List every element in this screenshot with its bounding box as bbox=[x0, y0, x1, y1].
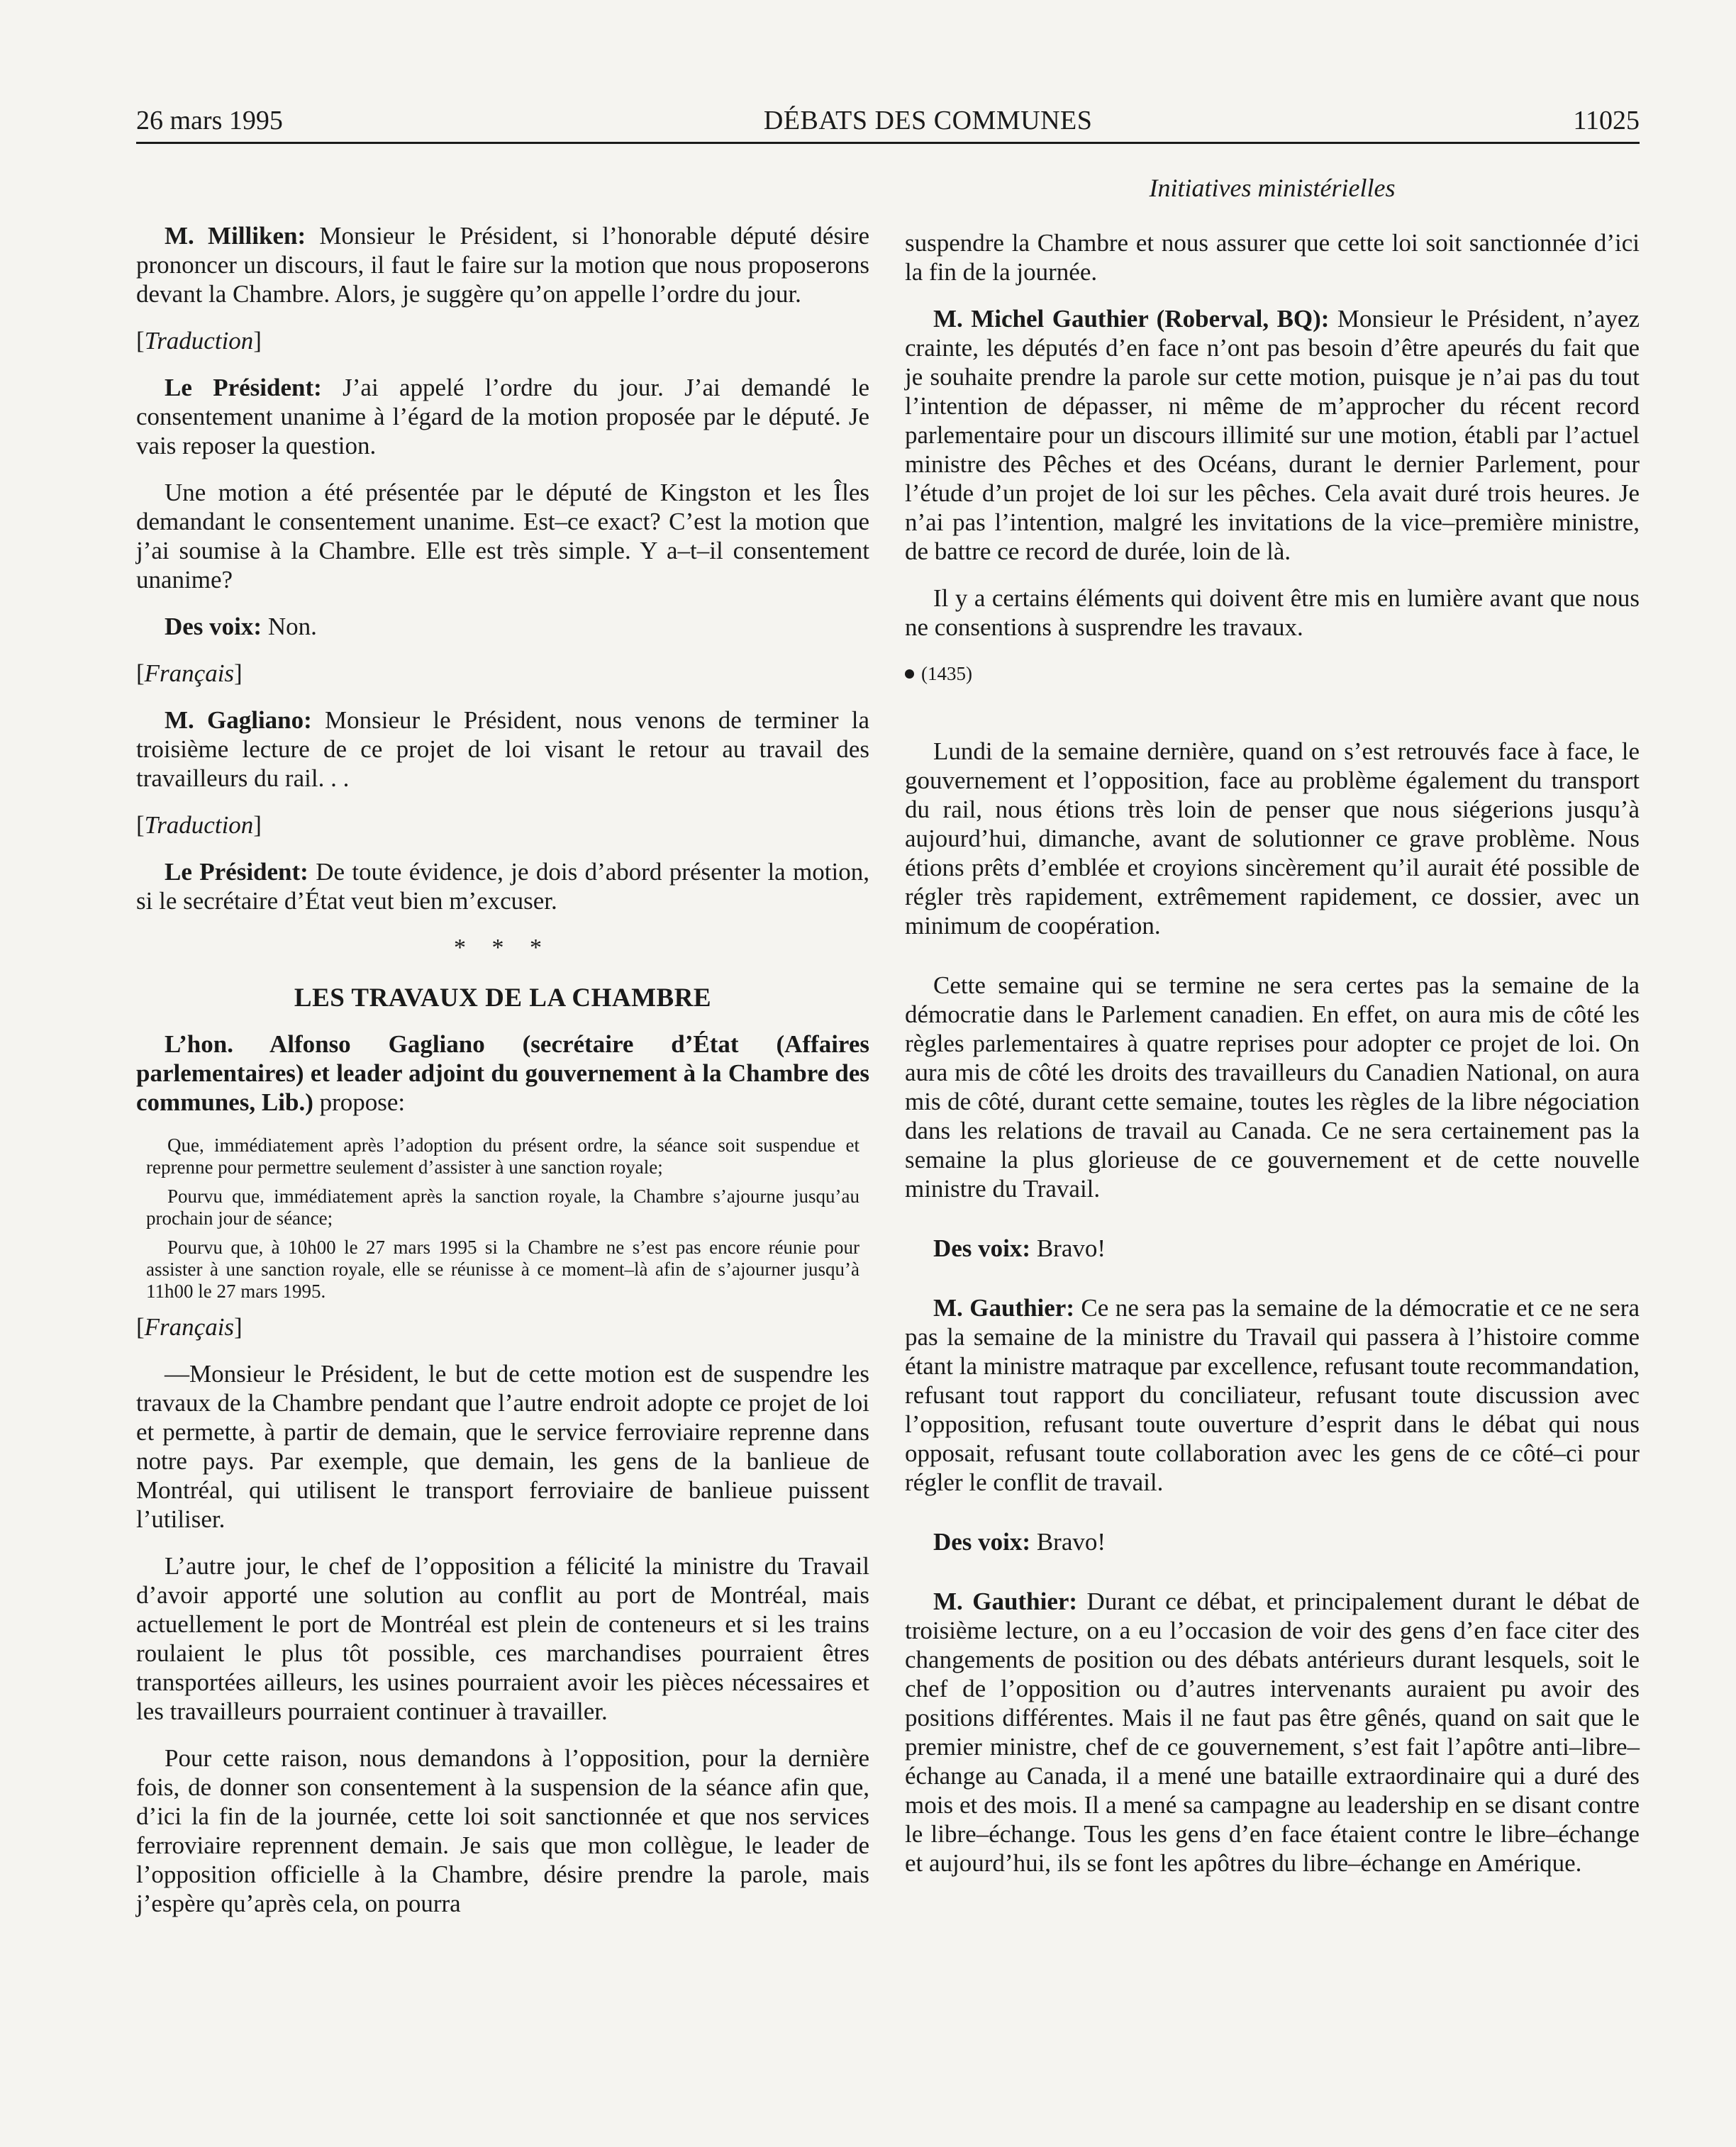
paragraph: L’autre jour, le chef de l’opposition a félicité la ministre du Travail d’avoir apporté une solution au conflit au port de Montréal, mais actuellement le port de Montréal est plein de conteneurs et si les trains roulaient le plus tôt possible, ces marchandises pourraient êtres transportées ailleurs, les usines pourraient avoir les pièces nécessaires et les travailleurs pourraient continuer à travailler. bbox=[136, 1552, 869, 1725]
language-note: [Français] bbox=[136, 1313, 243, 1341]
paragraph bbox=[136, 373, 869, 460]
paragraph: Lundi de la semaine dernière, quand on s’est retrouvés face à face, le gouvernement et l’opposition, face au problème également du transport du rail, nous étions très loin de penser que nous siégerions jusqu’à aujourd’hui, dimanche, avant de solutionner ce grave problème. Nous étions prêts d’emblée et croyions sincèrement qu’il aurait été possible de régler très rapidement, extrêmement rapidement, ce dossier, avec un minimum de coopération. bbox=[905, 737, 1640, 939]
motion-clause: Pourvu que, immédiatement après la sanction royale, la Chambre s’ajourne jusqu’au prochain jour de séance; bbox=[146, 1186, 859, 1229]
motion-clause: Que, immédiatement après l’adoption du présent ordre, la séance soit suspendue et reprenne pour permettre seulement d’assister à une sanction royale; bbox=[146, 1134, 859, 1178]
time-marker-text: (1435) bbox=[921, 663, 972, 684]
speaker-name: M. Milliken: bbox=[165, 222, 306, 250]
language-note-text: Traduction bbox=[144, 811, 254, 839]
language-note: [Traduction] bbox=[136, 811, 262, 839]
paragraph: Cette semaine qui se termine ne sera certes pas la semaine de la démocratie dans le Parlement canadien. En effet, on aura mis de côté les règles parlementaires à quatre reprises pour adopter ce projet de loi. On aura mis de côté les droits des travailleurs du Canadien National, on aura mis de côté, durant cette semaine, toutes les règles de la libre négociation dans les relations de travail au Canada. Ce ne sera certainement pas la semaine la plus glorieuse de ce gouvernement et de cette nouvelle ministre du Travail. bbox=[905, 971, 1640, 1203]
language-note-text: Français bbox=[144, 1313, 235, 1341]
right-column bbox=[905, 228, 1640, 1895]
time-marker bbox=[905, 659, 1640, 688]
paragraph bbox=[136, 1030, 869, 1117]
paragraph-text: Non. bbox=[262, 613, 317, 640]
paragraph bbox=[905, 304, 1640, 566]
spacer bbox=[905, 1221, 1640, 1234]
paragraph: —Monsieur le Président, le but de cette motion est de suspendre les travaux de la Chambre pendant que l’autre endroit adopte ce projet de loi et permette, à partir de demain, que le service ferroviaire reprenne dans notre pays. Par exemple, que demain, les gens de la banlieue de Montréal, qui utilisent le transport ferroviaire de banlieue puissent l’utiliser. bbox=[136, 1360, 869, 1533]
speaker-name: L’hon. Alfonso Gagliano (secrétaire d’État (Affaires parlementaires) et leader adjoint du gouvernement à la Chambre des communes, Lib.) bbox=[136, 1030, 869, 1116]
paragraph bbox=[136, 706, 869, 793]
bullet-icon bbox=[905, 669, 914, 679]
section-title: LES TRAVAUX DE LA CHAMBRE bbox=[294, 983, 712, 1013]
paragraph: Il y a certains éléments qui doivent être mis en lumière avant que nous ne consentions à susprendre les travaux. bbox=[905, 584, 1640, 641]
paragraph: Une motion a été présentée par le député de Kingston et les Îles demandant le consentement unanime. Est–ce exact? C’est la motion que j’ai soumise à la Chambre. Elle est très simple. Y a–t–il consentement unanime? bbox=[136, 479, 869, 593]
paragraph: Pour cette raison, nous demandons à l’opposition, pour la dernière fois, de donner son consentement à la suspension de la séance afin que, d’ici la fin de la journée, cette loi soit sanctionnée et que nos services ferroviaire reprennent demain. Je sais que mon collègue, le leader de l’opposition officielle à la Chambre, désire prendre la parole, mais j’espère qu’après cela, on pourra bbox=[136, 1744, 869, 1917]
motion-clause: Pourvu que, à 10h00 le 27 mars 1995 si la Chambre ne s’est pas encore réunie pour assister à une sanction royale, elle se réunisse à ce moment–là afin de s’ajourner jusqu’à 11h00 le 27 mars 1995. bbox=[146, 1237, 859, 1302]
paragraph-text: Bravo! bbox=[1030, 1528, 1106, 1556]
paragraph bbox=[136, 221, 869, 308]
left-column bbox=[136, 221, 869, 1936]
speaker-name: M. Michel Gauthier (Roberval, BQ): bbox=[933, 305, 1330, 333]
speaker-name: M. Gauthier: bbox=[933, 1588, 1078, 1615]
paragraph bbox=[905, 1234, 1640, 1263]
speaker-name: M. Gauthier: bbox=[933, 1294, 1074, 1322]
paragraph-text: De toute évidence, je dois d’abord présenter la motion, si le secrétaire d’État veut bien m’excuser. bbox=[136, 858, 869, 915]
header-date: 26 mars 1995 bbox=[136, 106, 283, 135]
language-note: [Traduction] bbox=[136, 327, 262, 355]
paragraph: suspendre la Chambre et nous assurer que cette loi soit sanctionnée d’ici la fin de la journée. bbox=[905, 229, 1640, 286]
paragraph bbox=[905, 1527, 1640, 1556]
paragraph-text: Durant ce débat, et principalement durant le débat de troisième lecture, on a eu l’occasion de voir des gens d’en face citer des changements de position ou des débats antérieurs durant lesquels, soit le chef de l’opposition ou d’autres intervenants auraient pu avoir des positions différentes. Mais il ne faut pas être gênés, quand on sait que le premier ministre, chef de ce gouvernement, s’est fait l’apôtre anti–libre–échange au Canada, il a mené une bataille extraordinaire qui a duré des mois et des mois. Il a mené sa campagne au leadership en se disant contre le libre–échange. Tous les gens d’en face étaient contre le libre–échange et aujourd’hui, ils se font les apôtres du libre–échange en Amérique. bbox=[905, 1588, 1640, 1877]
paragraph bbox=[905, 1293, 1640, 1497]
spacer bbox=[905, 1281, 1640, 1293]
speaker-name: Le Président: bbox=[165, 374, 322, 401]
language-note-text: Traduction bbox=[144, 327, 254, 355]
language-note-text: Français bbox=[144, 659, 235, 687]
motion-text bbox=[136, 1134, 869, 1303]
header-rule bbox=[136, 142, 1640, 144]
spacer bbox=[905, 1574, 1640, 1587]
speaker-name: Des voix: bbox=[933, 1528, 1031, 1556]
paragraph-text: Monsieur le Président, si l’honorable député désire prononcer un discours, il faut le faire sur la motion que nous proposerons devant la Chambre. Alors, je suggère qu’on appelle l’ordre du jour. bbox=[136, 222, 869, 308]
language-note: [Français] bbox=[136, 659, 243, 687]
speaker-name: Le Président: bbox=[165, 858, 308, 886]
header-page-number: 11025 bbox=[1573, 106, 1640, 135]
header-title: DÉBATS DES COMMUNES bbox=[763, 106, 1093, 135]
paragraph-text: J’ai appelé l’ordre du jour. J’ai demandé le consentement unanime à l’égard de la motion proposée par le député. Je vais reposer la question. bbox=[136, 374, 869, 459]
spacer bbox=[905, 1515, 1640, 1527]
speaker-name: M. Gagliano: bbox=[165, 706, 312, 734]
paragraph-text: Monsieur le Président, nous venons de terminer la troisième lecture de ce projet de loi visant le retour au travail des travailleurs du rail. . . bbox=[136, 706, 870, 792]
section-label: Initiatives ministérielles bbox=[1149, 174, 1396, 202]
speaker-name: Des voix: bbox=[165, 613, 262, 640]
paragraph bbox=[136, 612, 869, 641]
paragraph-text: Ce ne sera pas la semaine de la démocratie et ce ne sera pas la semaine de la ministre du Travail qui passera à l’histoire comme étant la ministre matraque par excellence, refusant toute recommandation, refusant tout rapport du conciliateur, refusant toute discussion avec l’opposition, refusant toute ouverture d’esprit dans le débat qui nous opposait, refusant toute collaboration avec les gens de ce côté–ci pour régler le conflit de travail. bbox=[905, 1294, 1640, 1496]
section-separator: * * * bbox=[454, 935, 552, 961]
paragraph bbox=[136, 857, 869, 915]
paragraph-text: Bravo! bbox=[1030, 1234, 1106, 1262]
speaker-name: Des voix: bbox=[933, 1234, 1031, 1262]
paragraph bbox=[905, 1587, 1640, 1878]
running-head bbox=[136, 105, 1640, 136]
paragraph-text: Monsieur le Président, n’ayez crainte, les députés d’en face n’ont pas besoin d’être apeurés du fait que je souhaite prendre la parole sur cette motion, puisque je n’ai pas du tout l’intention de dépasser, ni même de m’approcher du récent record parlementaire pour un discours illimité sur une motion, établi par l’actuel ministre des Pêches et des Océans, durant le dernier Parlement, pour l’étude d’un projet de loi sur les pêches. Cela avait duré trois heures. Je n’ai pas l’intention, malgré les invitations de la vice–première ministre, de battre ce record de durée, loin de là. bbox=[905, 305, 1640, 565]
paragraph-text: propose: bbox=[313, 1088, 406, 1116]
spacer bbox=[905, 958, 1640, 971]
